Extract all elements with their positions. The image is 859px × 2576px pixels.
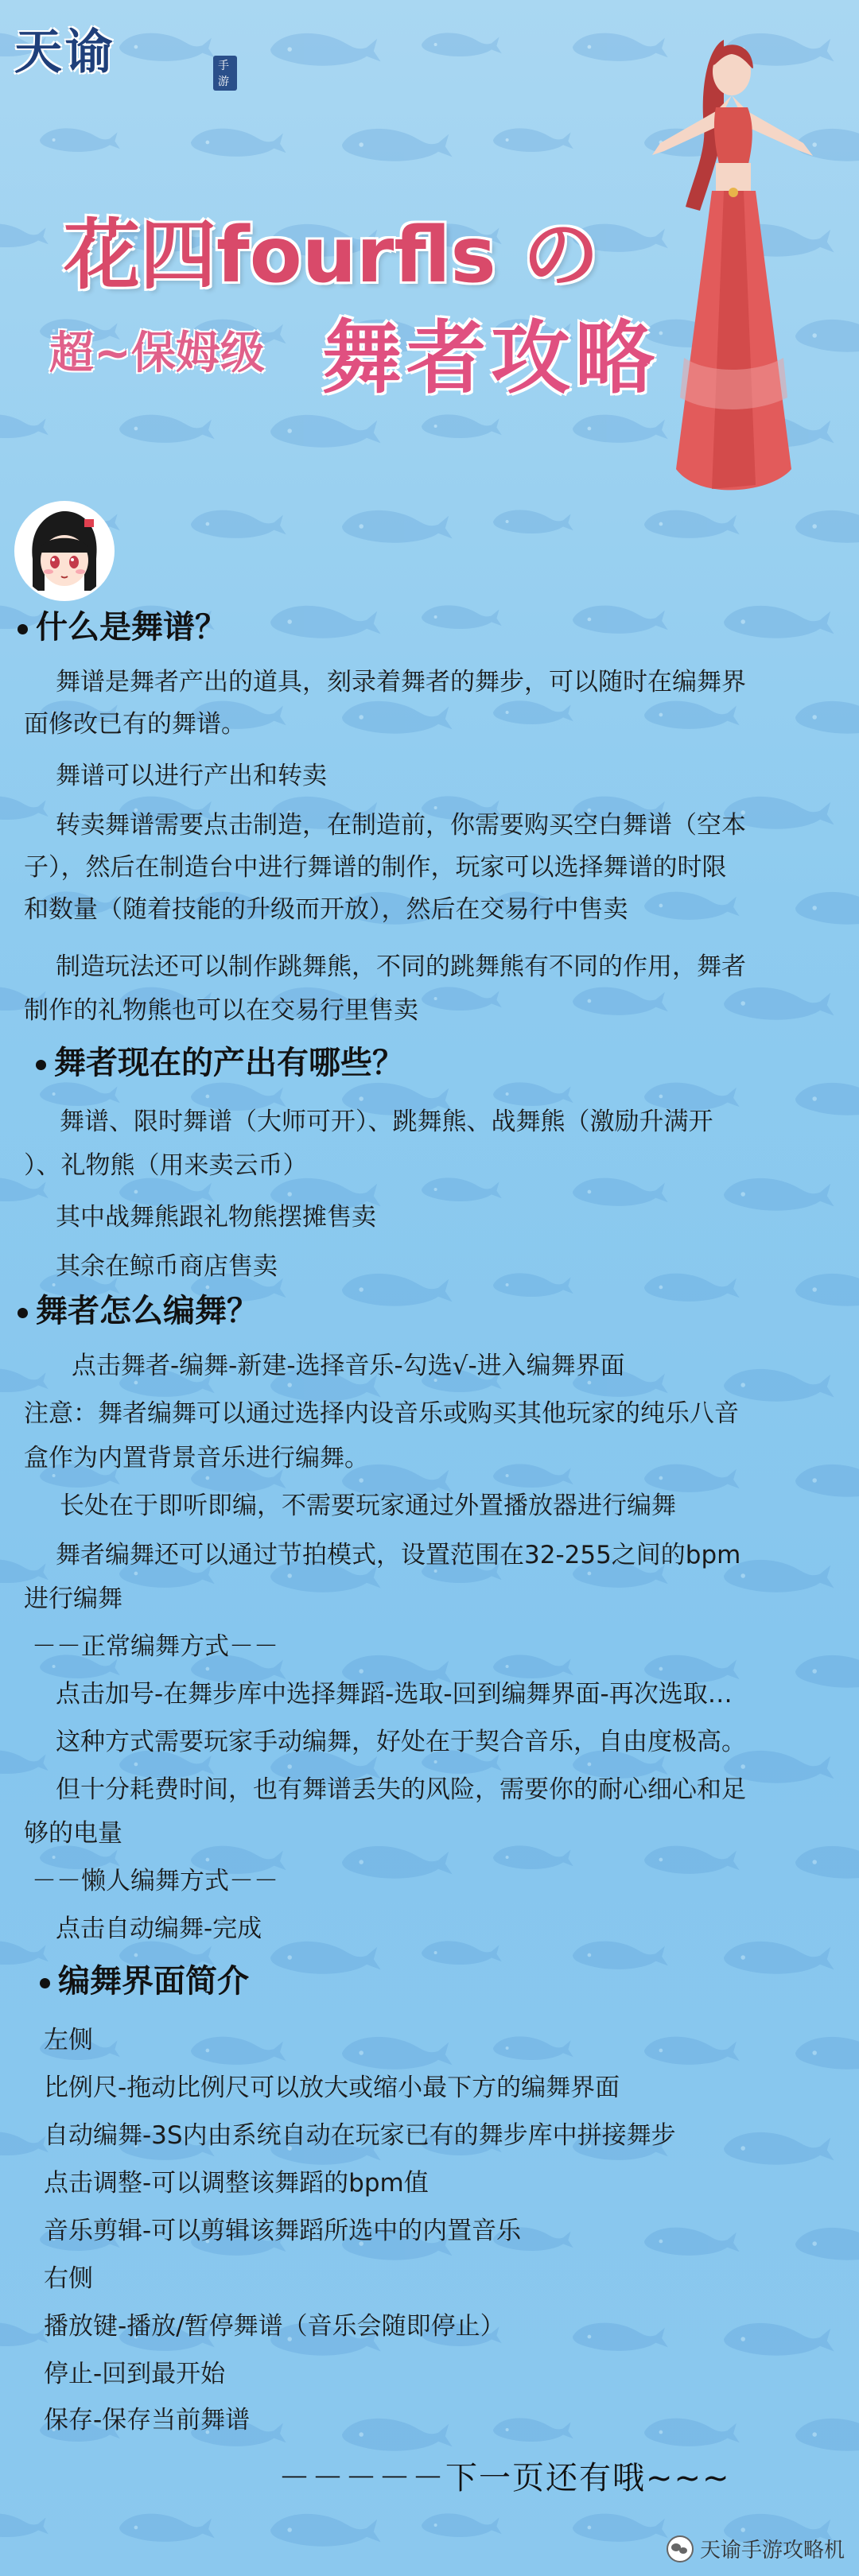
paragraph-line: 够的电量: [24, 1819, 122, 1848]
whale-decoration: [270, 2514, 381, 2547]
whale-decoration: [493, 510, 573, 533]
whale-decoration: [573, 1178, 668, 1206]
whale-decoration: [795, 1083, 859, 1115]
whale-decoration: [493, 128, 573, 152]
whale-decoration: [644, 701, 740, 729]
paragraph-line: 自动编舞-3S内由系统自动在玩家已有的舞步库中拼接舞步: [44, 2121, 676, 2150]
whale-decoration: [422, 414, 502, 438]
paragraph-line: ）、礼物熊（用来卖云币）: [24, 1151, 308, 1180]
whale-decoration: [724, 1942, 834, 1974]
bullet-icon: [17, 1308, 28, 1318]
whale-decoration: [422, 1177, 502, 1201]
whale-decoration: [573, 987, 668, 1015]
whale-decoration: [119, 2514, 215, 2542]
subtitle-big: 舞者攻略: [322, 312, 659, 405]
whale-decoration: [795, 701, 859, 734]
whale-decoration: [493, 1464, 573, 1488]
whale-decoration: [795, 2037, 859, 2070]
whale-decoration: [422, 605, 502, 629]
wechat-icon: [667, 2535, 694, 2562]
whale-decoration: [40, 128, 120, 152]
whale-decoration: [795, 1274, 859, 1306]
whale-decoration: [493, 2418, 573, 2442]
paragraph-line: －－正常编舞方式－－: [32, 1632, 278, 1661]
whale-decoration: [422, 33, 502, 56]
whale-decoration: [644, 1274, 740, 1302]
paragraph-line: 进行编舞: [24, 1585, 122, 1613]
whale-decoration: [795, 1655, 859, 1688]
section-heading-how-to-choreograph: 舞者怎么编舞？: [17, 1286, 258, 1331]
whale-decoration: [342, 1274, 453, 1306]
paragraph-line: 右侧: [44, 2264, 93, 2293]
whale-decoration: [191, 129, 286, 157]
whale-decoration: [0, 796, 49, 820]
whale-decoration: [493, 1845, 573, 1869]
whale-decoration: [573, 2514, 668, 2542]
whale-decoration: [795, 892, 859, 925]
whale-decoration: [191, 2037, 286, 2065]
watermark: [667, 2534, 845, 2563]
paragraph-line: 和数量（随着技能的升级而开放），然后在交易行中售卖: [24, 895, 628, 924]
paragraph-line: 舞谱可以进行产出和转卖: [56, 762, 327, 790]
whale-decoration: [573, 1942, 668, 1969]
whale-decoration: [795, 1846, 859, 1879]
whale-decoration: [0, 223, 49, 247]
paragraph-line: 左侧: [44, 2026, 93, 2054]
whale-decoration: [422, 2513, 502, 2537]
page-title: 花四fourfls の: [64, 211, 600, 300]
whale-decoration: [342, 2037, 453, 2070]
whale-decoration: [342, 129, 453, 161]
paragraph-line: 转卖舞谱需要点击制造，在制造前，你需要购买空白舞谱（空本: [56, 811, 746, 840]
whale-decoration: [119, 415, 215, 443]
whale-decoration: [0, 1750, 49, 1774]
whale-decoration: [724, 1178, 834, 1211]
paragraph-line: 播放键-播放/暂停舞谱（音乐会随即停止）: [44, 2312, 505, 2341]
whale-decoration: [644, 2228, 740, 2256]
whale-decoration: [795, 2419, 859, 2451]
paragraph-line: 音乐剪辑-可以剪辑该舞蹈所选中的内置音乐: [44, 2217, 522, 2245]
whale-decoration: [342, 510, 453, 543]
bullet-icon: [17, 624, 28, 634]
paragraph-line: 这种方式需要玩家手动编舞，好处在于契合音乐，自由度极高。: [56, 1728, 746, 1756]
whale-decoration: [795, 1465, 859, 1497]
section-heading-what-is-score: 什么是舞谱？: [17, 602, 227, 647]
whale-decoration: [0, 2322, 49, 2346]
whale-decoration: [573, 2323, 668, 2351]
whale-decoration: [493, 700, 573, 724]
whale-decoration: [644, 2419, 740, 2446]
paragraph-line: 面修改已有的舞谱。: [24, 710, 246, 739]
paragraph-line: 点击加号-在舞步库中选择舞蹈-选取-回到编舞界面-再次选取…: [56, 1680, 733, 1709]
paragraph-line: 其中战舞熊跟礼物熊摆摊售卖: [56, 1203, 376, 1232]
bullet-icon: [36, 1060, 46, 1070]
paragraph-line: 舞谱是舞者产出的道具，刻录着舞者的舞步，可以随时在编舞界: [56, 668, 746, 696]
whale-decoration: [0, 1177, 49, 1201]
whale-decoration: [644, 1846, 740, 1874]
whale-decoration: [795, 2228, 859, 2260]
paragraph-line: －－懒人编舞方式－－: [32, 1867, 278, 1895]
whale-decoration: [342, 1846, 453, 1879]
game-logo: [14, 14, 237, 88]
whale-decoration: [644, 892, 740, 920]
paragraph-line: 子），然后在制造台中进行舞谱的制作，玩家可以选择舞谱的时限: [24, 853, 727, 882]
paragraph-line: 长处在于即听即编，不需要玩家通过外置播放器进行编舞: [60, 1492, 676, 1520]
whale-decoration: [270, 415, 381, 448]
paragraph-line: 制造玩法还可以制作跳舞熊，不同的跳舞熊有不同的作用，舞者: [56, 952, 746, 981]
paragraph-line: 舞者编舞还可以通过节拍模式，设置范围在32-255之间的bpm: [56, 1541, 741, 1569]
whale-decoration: [493, 2036, 573, 2060]
whale-decoration: [422, 987, 502, 1011]
bullet-icon: [40, 1978, 50, 1988]
whale-decoration: [0, 2132, 49, 2155]
paragraph-line: 其余在鲸币商店售卖: [56, 1252, 278, 1281]
paragraph-line: 点击自动编舞-完成: [56, 1915, 262, 1943]
section-heading-interface-intro: 编舞界面简介: [40, 1956, 249, 2001]
logo-badge: 手游: [213, 56, 237, 91]
paragraph-line: 比例尺-拖动比例尺可以放大或缩小最下方的编舞界面: [44, 2074, 620, 2102]
whale-decoration: [724, 606, 834, 638]
paragraph-line: 制作的礼物熊也可以在交易行里售卖: [24, 996, 418, 1025]
whale-decoration: [191, 510, 286, 538]
whale-decoration: [0, 414, 49, 438]
author-avatar: [14, 501, 115, 601]
dancer-character-image: [636, 24, 827, 517]
paragraph-line: 但十分耗费时间，也有舞谱丢失的风险，需要你的耐心细心和足: [56, 1775, 746, 1804]
whale-decoration: [0, 1368, 49, 1392]
next-page-note: －－－－－下一页还有哦~~~: [278, 2460, 731, 2496]
whale-decoration: [270, 606, 381, 638]
paragraph-line: 盒作为内置背景音乐进行编舞。: [24, 1444, 369, 1472]
whale-decoration: [270, 1942, 381, 1974]
section-heading-outputs: 舞者现在的产出有哪些？: [36, 1038, 404, 1083]
whale-decoration: [270, 33, 381, 66]
whale-decoration: [493, 1273, 573, 1297]
whale-decoration: [724, 2323, 834, 2356]
whale-decoration: [422, 1941, 502, 1965]
logo-text: 天谕: [14, 25, 116, 80]
paragraph-line: 点击调整-可以调整该舞蹈的bpm值: [44, 2169, 429, 2198]
whale-decoration: [573, 606, 668, 634]
subtitle-small: 超~保姆级: [49, 328, 265, 379]
whale-decoration: [644, 2037, 740, 2065]
paragraph-line: 点击舞者-编舞-新建-选择音乐-勾选√-进入编舞界面: [72, 1352, 625, 1380]
paragraph-line: 舞谱、限时舞谱（大师可开）、跳舞熊、战舞熊（激励升满开: [60, 1108, 713, 1136]
whale-decoration: [342, 701, 453, 734]
paragraph-line: 停止-回到最开始: [44, 2360, 226, 2388]
watermark-text: 天谕手游攻略机: [699, 2539, 845, 2562]
whale-decoration: [724, 1369, 834, 1402]
whale-decoration: [724, 2132, 834, 2165]
paragraph-line: 注意：舞者编舞可以通过选择内设音乐或购买其他玩家的纯乐八音: [24, 1399, 739, 1428]
paragraph-line: 保存-保存当前舞谱: [44, 2406, 251, 2434]
whale-decoration: [724, 987, 834, 1020]
whale-decoration: [0, 2513, 49, 2537]
whale-decoration: [342, 2419, 453, 2451]
